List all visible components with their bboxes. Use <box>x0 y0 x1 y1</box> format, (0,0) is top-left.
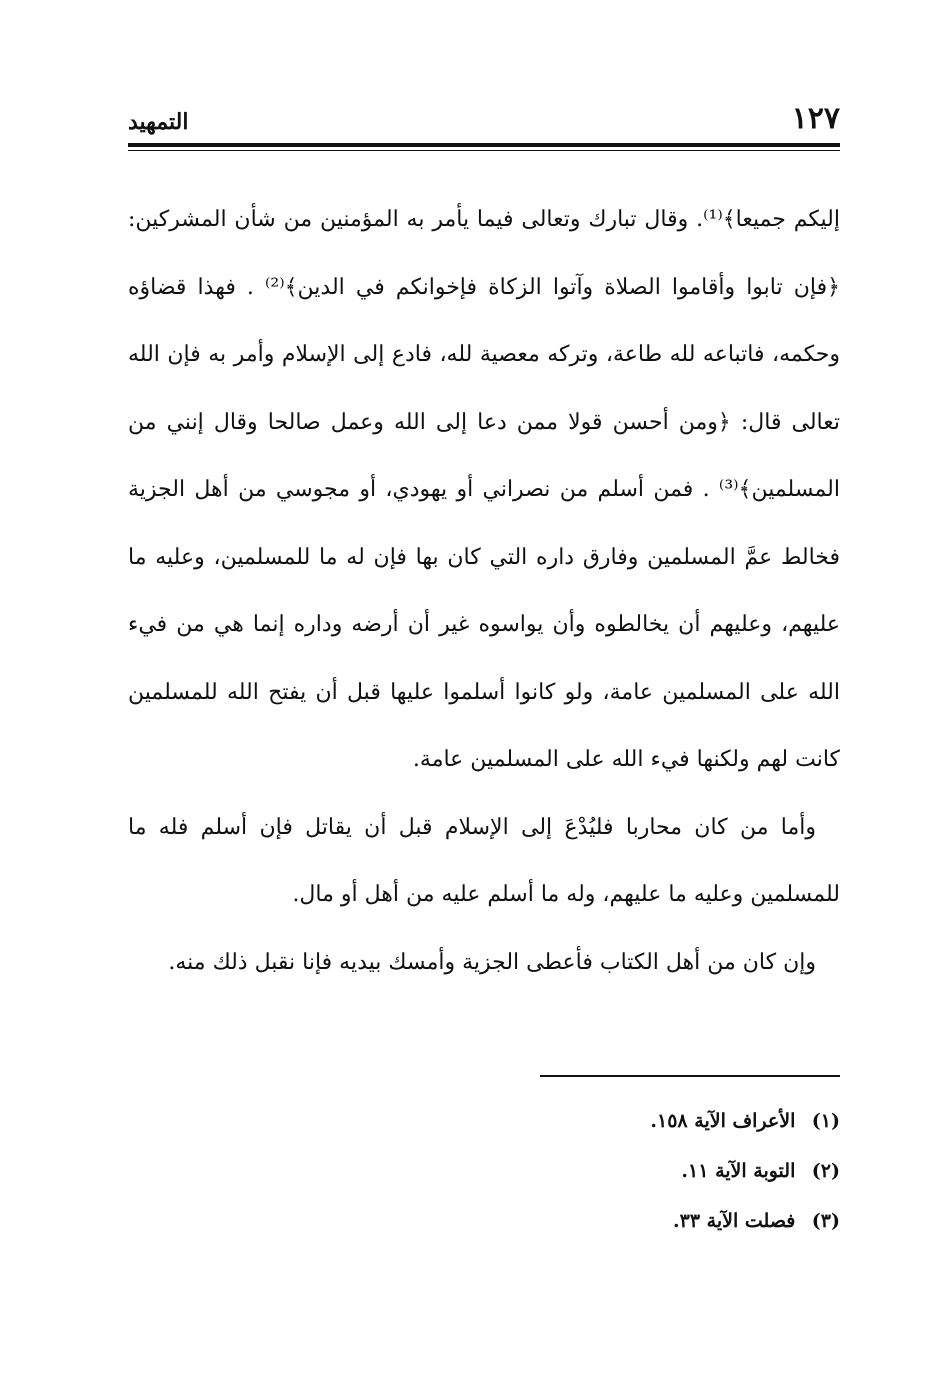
footnote-text: فصلت الآية ٣٣. <box>673 1210 796 1232</box>
main-text <box>128 186 840 996</box>
footnotes <box>128 1096 840 1246</box>
header-rule-thin <box>128 150 840 151</box>
page-number: ١٢٧ <box>791 101 840 136</box>
footnote-3 <box>128 1196 840 1246</box>
page-header <box>128 100 840 148</box>
footnote-text: التوبة الآية ١١. <box>681 1160 796 1182</box>
footnote-text: الأعراف الآية ١٥٨. <box>650 1110 796 1132</box>
paragraph-2: وأما من كان محاربا فليُدْعَ إلى الإسلام قبل أن يقاتل فإن أسلم فله ما للمسلمين وعليه ما عليهم، وله ما أسلم عليه من أهل أو مال. <box>128 814 840 907</box>
footnote-marker: (٢) <box>811 1160 840 1182</box>
footnote-separator <box>540 1075 840 1077</box>
paragraph-1: إليكم جميعا﴾⁽¹⁾. وقال تبارك وتعالى فيما يأمر به المؤمنين من شأن المشركين: ﴿فإن تابوا وأقاموا الصلاة وآتوا الزكاة فإخوانكم في الدين﴾⁽²⁾ . فهذا قضاؤه وحكمه، فاتباعه لله طاعة، وتركه معصية لله، فادع إلى الإسلام وأمر به فإن الله تعالى قال: ﴿ومن أحسن قولا ممن دعا إلى الله وعمل صالحا وقال إنني من المسلمين﴾⁽³⁾ . فمن أسلم من نصراني أو يهودي، أو مجوسي من أهل الجزية فخالط عمَّ المسلمين وفارق داره التي كان بها فإن له ما للمسلمين، وعليه ما عليهم، وعليهم أن يخالطوه وأن يواسوه غير أن أرضه وداره إنما هي من فيء الله على المسلمين عامة، ولو كانوا أسلموا عليها قبل أن يفتح الله للمسلمين كانت لهم ولكنها فيء الله على المسلمين عامة. <box>128 207 841 772</box>
footnote-2 <box>128 1146 840 1196</box>
footnote-marker: (١) <box>811 1110 840 1132</box>
footnote-marker: (٣) <box>811 1210 840 1232</box>
header-rule-thick <box>128 143 840 147</box>
chapter-title: التمهيد <box>128 109 189 135</box>
paragraph-3: وإن كان من أهل الكتاب فأعطى الجزية وأمسك بيديه فإنا نقبل ذلك منه. <box>168 949 816 975</box>
footnote-1 <box>128 1096 840 1146</box>
